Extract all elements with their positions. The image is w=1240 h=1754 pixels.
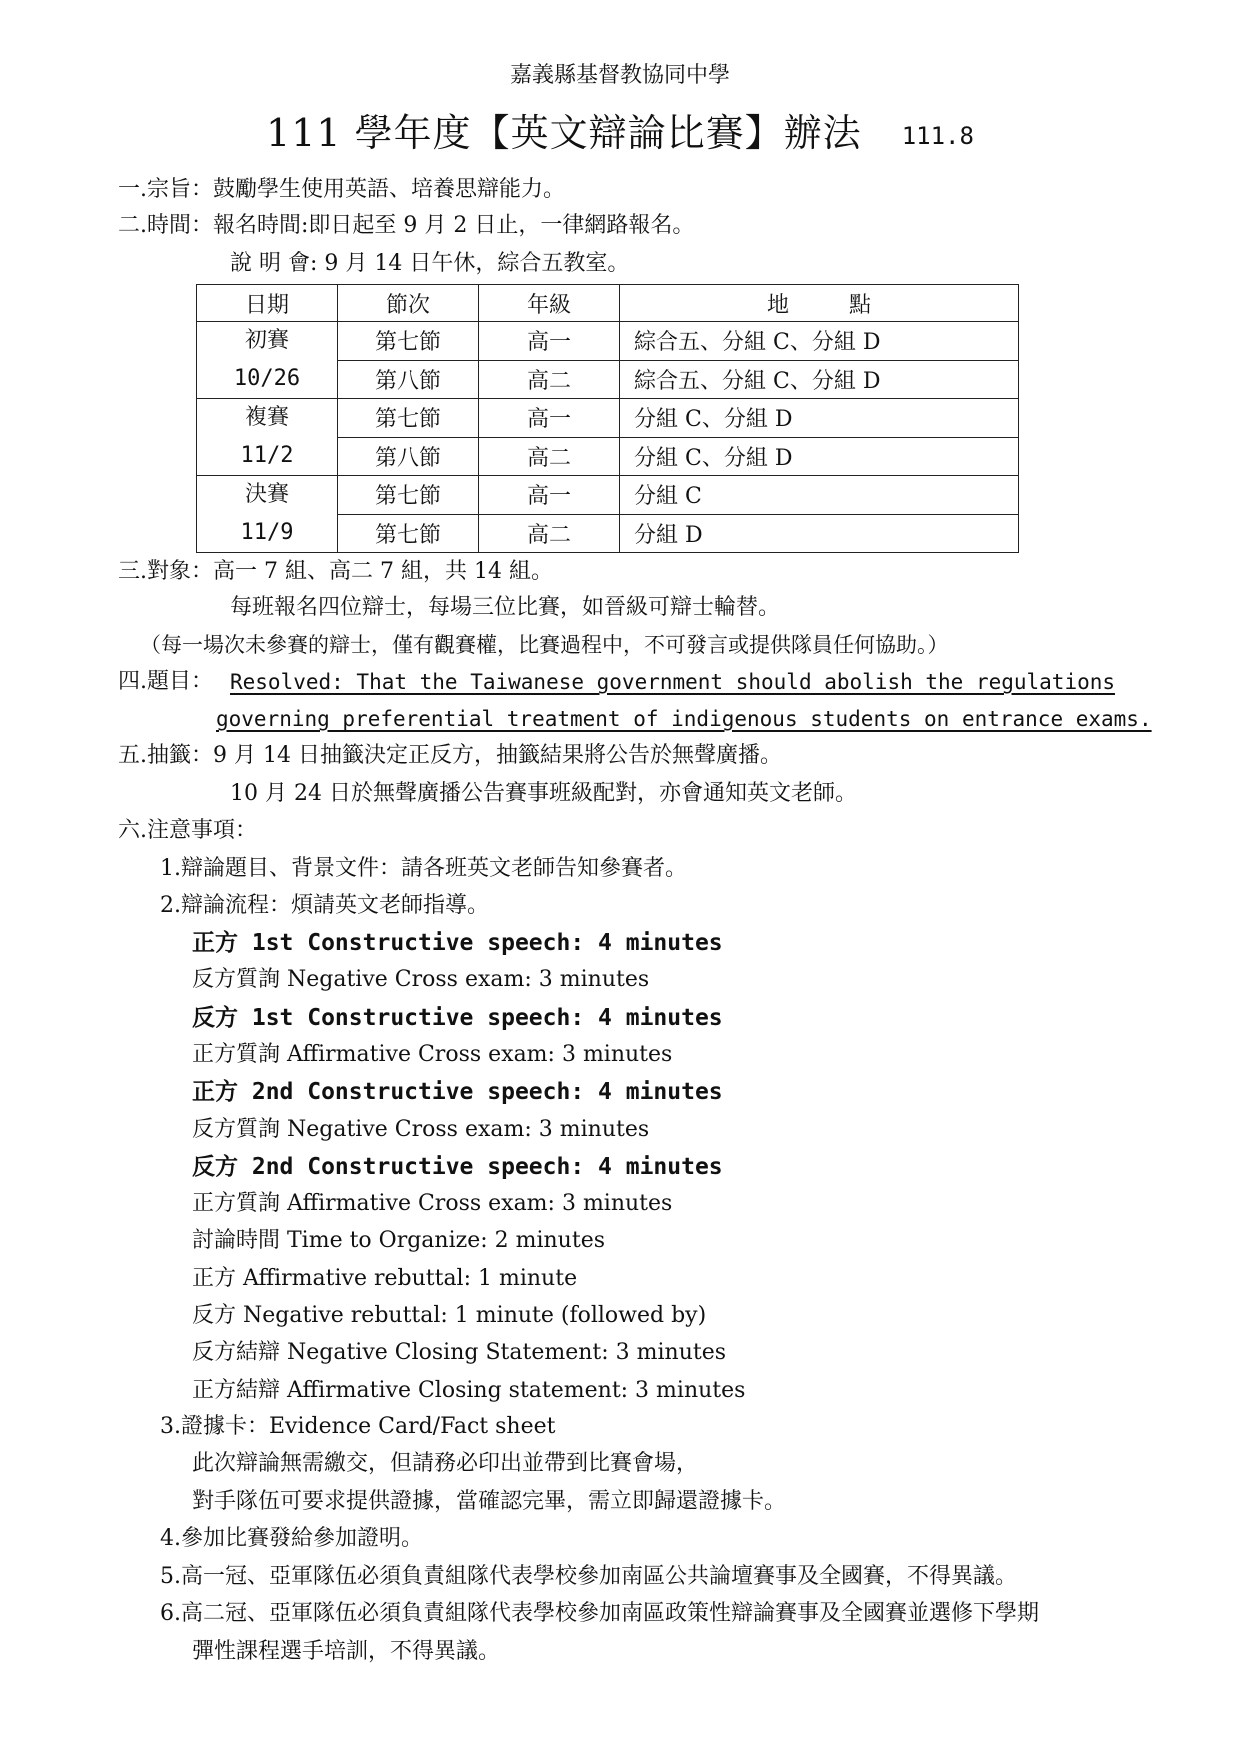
grade-cell: 高二	[479, 437, 620, 476]
note-3: 3.證據卡：Evidence Card/Fact sheet	[160, 1414, 556, 1439]
document-title: 111 學年度【英文辯論比賽】辦法	[266, 111, 862, 155]
school-name: 嘉義縣基督教協同中學	[509, 63, 730, 88]
period-cell: 第八節	[338, 437, 479, 476]
note-5: 5.高一冠、亞軍隊伍必須負責組隊代表學校參加南區公共論壇賽事及全國賽，不得異議。	[160, 1564, 1017, 1589]
flow-item: 正方 1st Constructive speech: 4 minutes	[192, 930, 723, 956]
draw-line-2: 10 月 24 日於無聲廣播公告賽事班級配對，亦會通知英文老師。	[230, 781, 857, 806]
flow-item: 反方 2nd Constructive speech: 4 minutes	[192, 1154, 723, 1180]
place-cell: 綜合五、分組 C、分組 D	[620, 322, 1019, 361]
note-4: 4.參加比賽發給參加證明。	[160, 1526, 423, 1551]
date-cell: 初賽 10/26	[197, 322, 338, 399]
flow-item: 討論時間 Time to Organize: 2 minutes	[192, 1228, 606, 1253]
flow-item: 正方 2nd Constructive speech: 4 minutes	[192, 1079, 723, 1105]
flow-item: 正方 Affirmative rebuttal: 1 minute	[192, 1266, 578, 1291]
document-date: 111.8	[901, 122, 974, 150]
flow-item: 正方質詢 Affirmative Cross exam: 3 minutes	[192, 1191, 673, 1216]
topic-label: 四.題目：	[118, 669, 213, 694]
header-place: 地點	[620, 285, 1019, 322]
note-3a: 此次辯論無需繳交，但請務必印出並帶到比賽會場，	[192, 1451, 699, 1476]
flow-item: 正方結辯 Affirmative Closing statement: 3 minutes	[192, 1378, 746, 1403]
place-cell: 分組 C	[620, 476, 1019, 515]
note-6b: 彈性課程選手培訓，不得異議。	[192, 1639, 501, 1664]
note-6a: 6.高二冠、亞軍隊伍必須負責組隊代表學校參加南區政策性辯論賽事及全國賽並選修下學期	[160, 1601, 1039, 1626]
note-2: 2.辯論流程：煩請英文老師指導。	[160, 893, 489, 918]
flow-item: 反方質詢 Negative Cross exam: 3 minutes	[192, 967, 650, 992]
table-row	[197, 476, 1019, 515]
time-briefing-line: 說 明 會: 9 月 14 日午休，綜合五教室。	[230, 251, 630, 276]
flow-item: 反方質詢 Negative Cross exam: 3 minutes	[192, 1117, 650, 1142]
flow-item: 反方結辯 Negative Closing Statement: 3 minutes	[192, 1340, 727, 1365]
table-row	[197, 399, 1019, 438]
note-3b: 對手隊伍可要求提供證據，當確認完畢，需立即歸還證據卡。	[192, 1489, 787, 1514]
place-cell: 分組 C、分組 D	[620, 437, 1019, 476]
flow-item: 正方質詢 Affirmative Cross exam: 3 minutes	[192, 1042, 673, 1067]
flow-item: 反方 1st Constructive speech: 4 minutes	[192, 1005, 723, 1031]
table-header-row	[197, 285, 1019, 322]
grade-cell: 高一	[479, 476, 620, 515]
period-cell: 第八節	[338, 360, 479, 399]
date-cell: 複賽 11/2	[197, 399, 338, 476]
schedule-table	[196, 284, 1019, 553]
time-registration-line: 二.時間：報名時間:即日起至 9 月 2 日止，一律網路報名。	[118, 213, 695, 238]
header-period: 節次	[338, 285, 479, 322]
target-line-3: （每一場次未參賽的辯士，僅有觀賽權，比賽過程中，不可發言或提供隊員任何協助。）	[140, 633, 949, 657]
document-title-row	[0, 108, 1240, 158]
topic-line-2: governing preferential treatment of indigenous students on entrance exams.	[216, 707, 1152, 731]
notes-title: 六.注意事項：	[118, 818, 257, 843]
grade-cell: 高二	[479, 514, 620, 553]
period-cell: 第七節	[338, 399, 479, 438]
period-cell: 第七節	[338, 322, 479, 361]
grade-cell: 高一	[479, 322, 620, 361]
period-cell: 第七節	[338, 476, 479, 515]
period-cell: 第七節	[338, 514, 479, 553]
purpose-line: 一.宗旨：鼓勵學生使用英語、培養思辯能力。	[118, 177, 565, 202]
header-grade: 年級	[479, 285, 620, 322]
draw-line-1: 五.抽籤：9 月 14 日抽籤決定正反方，抽籤結果將公告於無聲廣播。	[118, 743, 782, 768]
date-cell: 決賽 11/9	[197, 476, 338, 553]
flow-item: 反方 Negative rebuttal: 1 minute (followed by)	[192, 1303, 707, 1328]
place-cell: 分組 C、分組 D	[620, 399, 1019, 438]
target-line-1: 三.對象：高一 7 組、高二 7 組，共 14 組。	[118, 559, 553, 584]
grade-cell: 高一	[479, 399, 620, 438]
target-line-2: 每班報名四位辯士，每場三位比賽，如晉級可辯士輪替。	[230, 595, 781, 620]
place-cell: 分組 D	[620, 514, 1019, 553]
place-cell: 綜合五、分組 C、分組 D	[620, 360, 1019, 399]
grade-cell: 高二	[479, 360, 620, 399]
table-row	[197, 322, 1019, 361]
topic-line-1: Resolved: That the Taiwanese government should abolish the regulations	[230, 670, 1116, 694]
header-date: 日期	[197, 285, 338, 322]
note-1: 1.辯論題目、背景文件：請各班英文老師告知參賽者。	[160, 856, 687, 881]
